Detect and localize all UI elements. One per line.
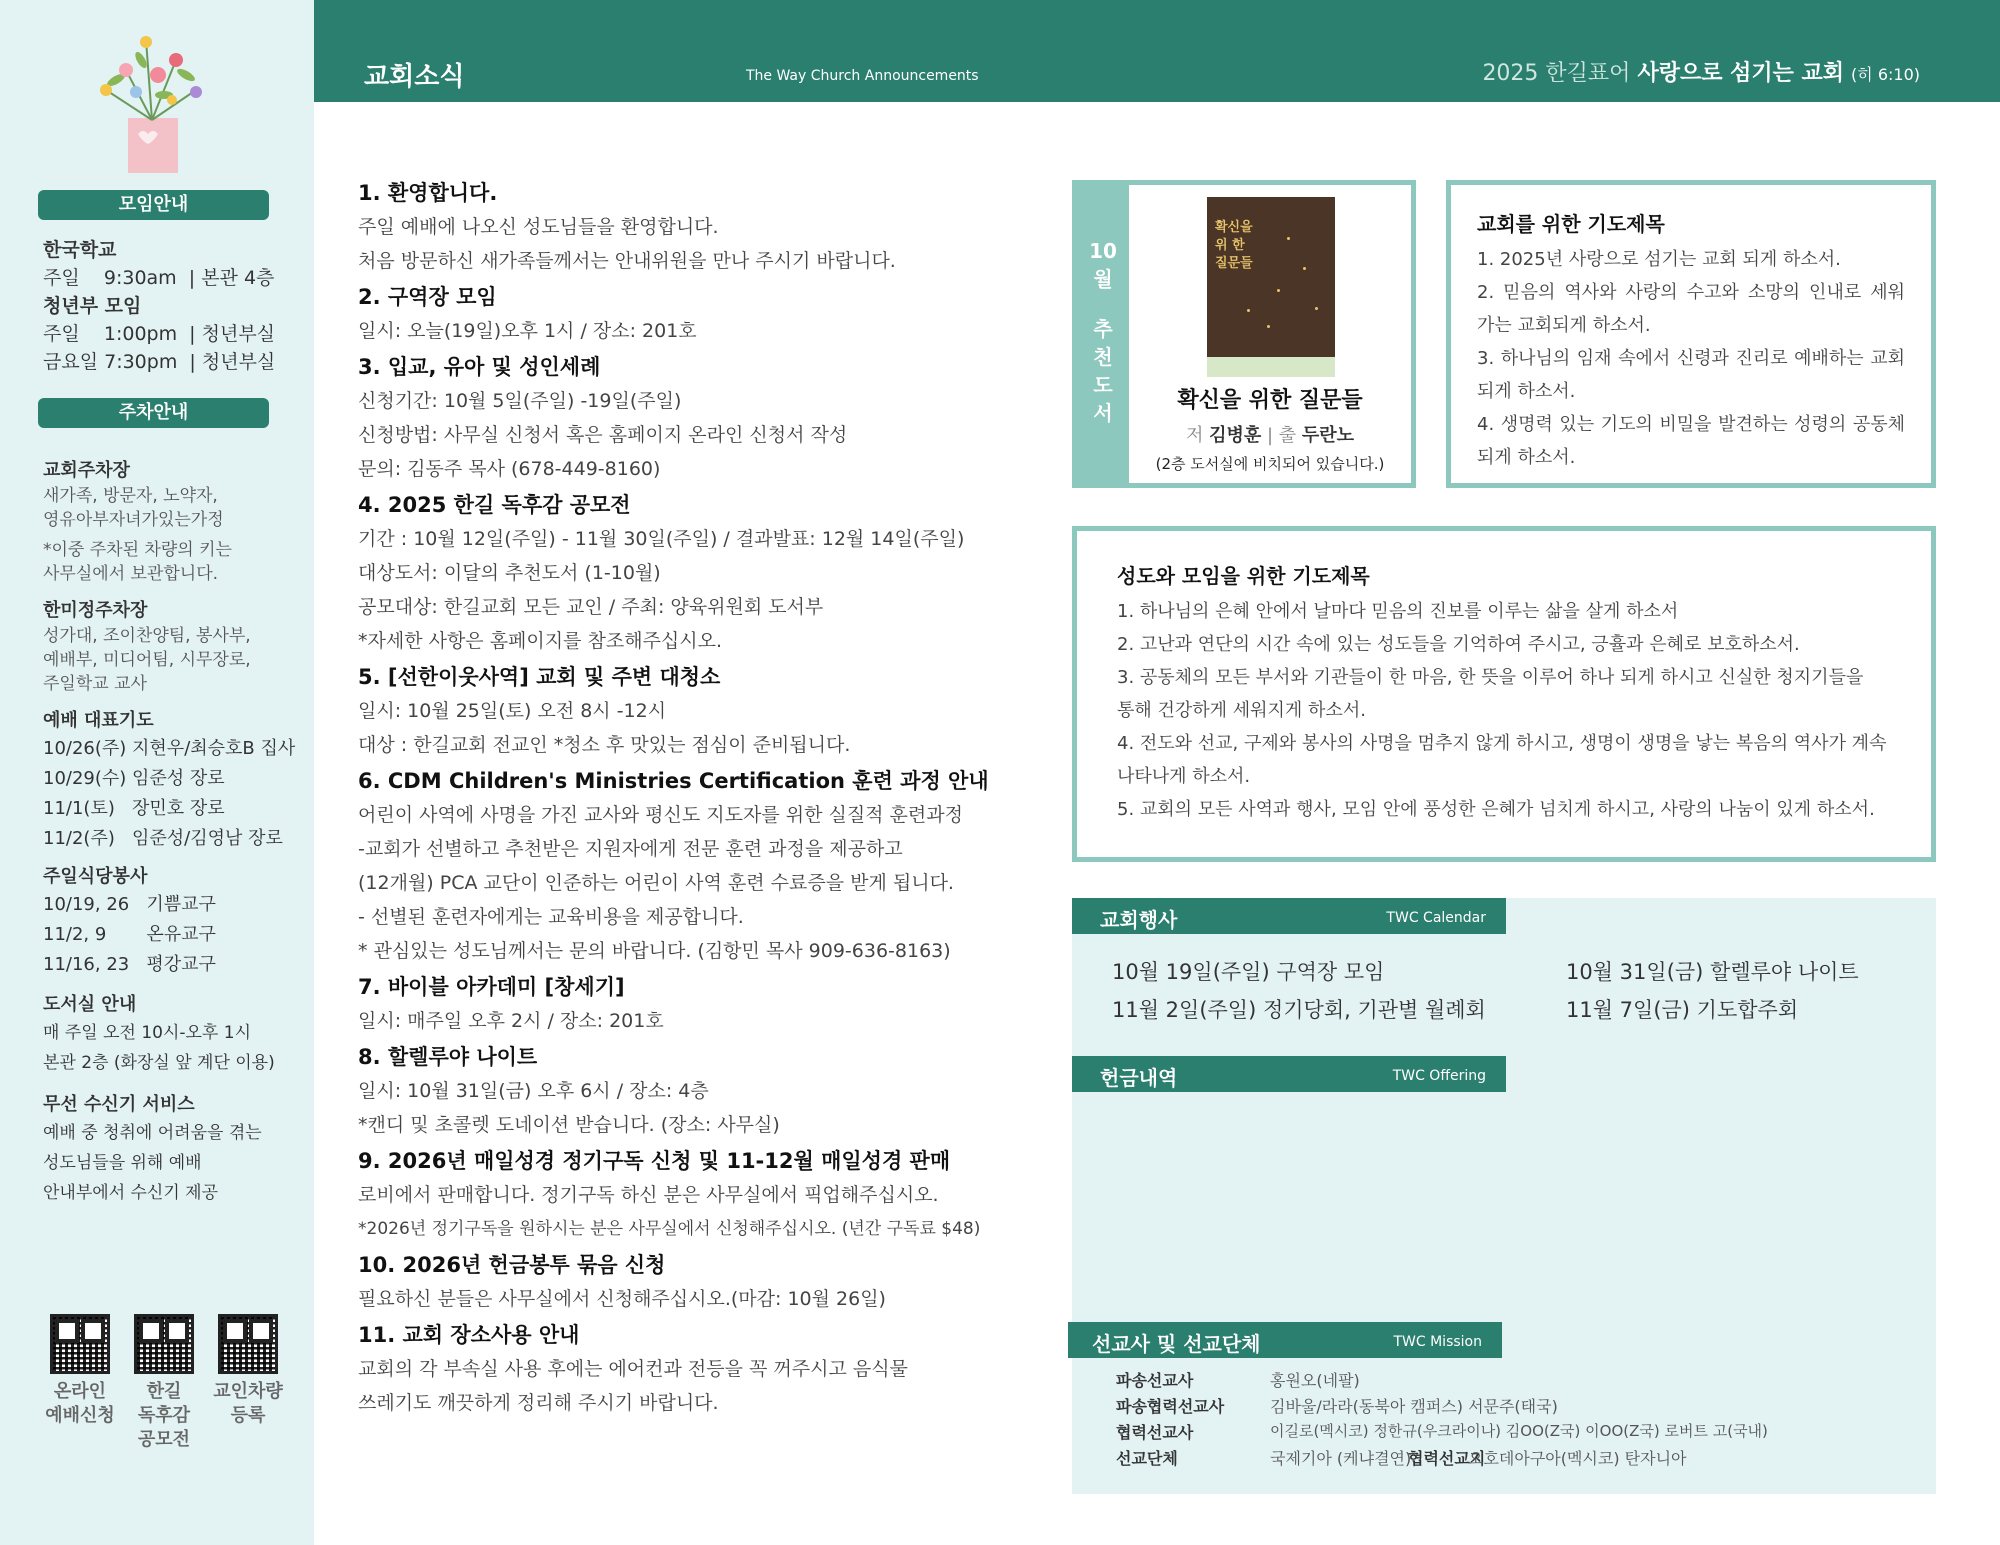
- mission-tab: [1068, 1322, 1502, 1358]
- motto-text: 사랑으로 섬기는 교회: [1637, 61, 1845, 86]
- announcement-line: *캔디 및 초콜렛 도네이션 받습니다. (장소: 사무실): [358, 1114, 780, 1136]
- meeting-info: [43, 236, 303, 376]
- cafeteria-row: 11/16, 23 평강교구: [43, 954, 216, 975]
- side-char: 추: [1093, 317, 1113, 341]
- announcement-line: 쓰레기도 깨끗하게 정리해 주시기 바랍니다.: [358, 1392, 719, 1414]
- prayer-item: 나타나게 하소서.: [1117, 766, 1251, 787]
- prayer-leader-row: 11/2(주) 임준성/김영남 장로: [43, 828, 283, 849]
- side-char: 천: [1093, 345, 1113, 369]
- page-title: 교회소식: [364, 62, 465, 92]
- author-name: 김병훈: [1209, 425, 1262, 446]
- qr-vehicle-registration[interactable]: [208, 1314, 288, 1428]
- calendar-subtitle: TWC Calendar: [1386, 910, 1486, 926]
- announcement-title: 9. 2026년 매일성경 정기구독 신청 및 11-12월 매일성경 판매: [358, 1149, 951, 1173]
- announcement-item: [358, 1248, 1038, 1316]
- announcement-item: [358, 970, 1038, 1038]
- church-prayer-box: [1446, 180, 1936, 488]
- book-cover-image: [1207, 197, 1335, 377]
- announcement-title: 4. 2025 한길 독후감 공모전: [358, 493, 631, 517]
- book-note: (2층 도서실에 비치되어 있습니다.): [1155, 455, 1385, 473]
- cover-star: [1303, 267, 1306, 270]
- announcement-item: [358, 176, 1038, 278]
- announcement-line: 일시: 10월 31일(금) 오후 6시 / 장소: 4층: [358, 1080, 709, 1102]
- korean-school-time: 주일 9:30am | 본관 4층: [43, 267, 275, 289]
- side-char: 서: [1093, 401, 1113, 425]
- prayer-item: 통해 건강하게 세워지게 하소서.: [1117, 700, 1366, 721]
- side-char: 10: [1089, 239, 1117, 263]
- mission-label: 협력선교지: [1408, 1449, 1486, 1468]
- qr-label: 독후감: [137, 1405, 191, 1426]
- mission-value: 국제기아 (케냐결연): [1270, 1449, 1412, 1468]
- announcement-item: [358, 764, 1038, 968]
- parking-info: [43, 452, 303, 1208]
- hanmi-lot-desc: 예배부, 미디어팀, 시무장로,: [43, 650, 251, 670]
- announcement-line: 공모대상: 한길교회 모든 교인 / 주최: 양육위원회 도서부: [358, 596, 824, 618]
- prayer-item: 5. 교회의 모든 사역과 행사, 모임 안에 풍성한 은혜가 넘치게 하시고, 사랑의 나눔이 있게 하소서.: [1117, 799, 1875, 820]
- announcement-line: 교회의 각 부속실 사용 후에는 에어컨과 전등을 꼭 꺼주시고 음식물: [358, 1358, 908, 1380]
- qr-online-worship[interactable]: [40, 1314, 120, 1428]
- cafeteria-title: 주일식당봉사: [43, 866, 148, 887]
- announcement-line: - 선별된 훈련자에게는 교육비용을 제공합니다.: [358, 906, 744, 928]
- announcement-line: 일시: 매주일 오후 2시 / 장소: 201호: [358, 1010, 664, 1032]
- announcement-line: 어린이 사역에 사명을 가진 교사와 평신도 지도자를 위한 실질적 훈련과정: [358, 804, 963, 826]
- saints-prayer-box: [1072, 526, 1936, 862]
- header-bar: [314, 0, 2000, 102]
- hanmi-lot-desc: 주일학교 교사: [43, 674, 147, 694]
- offering-tab: [1072, 1056, 1506, 1092]
- announcement-line: 신청기간: 10월 5일(주일) -19일(주일): [358, 390, 682, 412]
- announcement-title: 11. 교회 장소사용 안내: [358, 1323, 580, 1347]
- author-prefix: 저: [1185, 425, 1204, 446]
- cover-star: [1277, 289, 1280, 292]
- prayer-item: 2. 믿음의 역사와 사랑의 수고와 소망의 인내로 세워 가는 교회되게 하소서.: [1477, 282, 1905, 336]
- mission-row: [1116, 1446, 1916, 1472]
- prayer-item: 2. 고난과 연단의 시간 속에 있는 성도들을 기억하여 주시고, 긍휼과 은혜로 보호하소서.: [1117, 634, 1800, 655]
- qr-label: 한길: [146, 1381, 182, 1402]
- calendar-tab: [1072, 898, 1506, 934]
- announcement-line: 대상도서: 이달의 추천도서 (1-10월): [358, 562, 661, 584]
- announcement-item: [358, 280, 1038, 348]
- calendar-event: 10월 19일(주일) 구역장 모임: [1112, 960, 1385, 984]
- info-panel: [1072, 898, 1936, 1494]
- mission-value: 오호데아구아(멕시코) 탄자니아: [1468, 1449, 1687, 1468]
- mission-value: 홍원오(네팔): [1270, 1371, 1360, 1390]
- announcement-line: 대상 : 한길교회 전교인 *청소 후 맛있는 점심이 준비됩니다.: [358, 734, 851, 756]
- library-title: 도서실 안내: [43, 994, 137, 1015]
- youth-meeting-friday: 금요일 7:30pm | 청년부실: [43, 351, 276, 373]
- library-location: 본관 2층 (화장실 앞 계단 이용): [43, 1053, 275, 1073]
- prayer-item: 1. 2025년 사랑으로 섬기는 교회 되게 하소서.: [1477, 249, 1841, 270]
- mission-label: 파송선교사: [1116, 1371, 1194, 1390]
- book-author: [1129, 421, 1411, 447]
- cover-line: 확신을: [1215, 220, 1253, 235]
- qr-book-report[interactable]: [124, 1314, 204, 1452]
- church-lot-desc: 영유아부자녀가있는가정: [43, 510, 224, 530]
- calendar-event: 10월 31일(금) 할렐루야 나이트: [1566, 960, 1859, 984]
- offering-title: 헌금내역: [1100, 1066, 1178, 1090]
- mission-list: [1116, 1368, 1916, 1472]
- announcement-line: 신청방법: 사무실 신청서 혹은 홈페이지 온라인 신청서 작성: [358, 424, 848, 446]
- wireless-title: 무선 수신기 서비스: [43, 1094, 195, 1115]
- announcement-line: -교회가 선별하고 추천받은 지원자에게 전문 훈련 과정을 제공하고: [358, 838, 903, 860]
- wireless-desc: 예배 중 청취에 어려움을 겪는: [43, 1123, 262, 1143]
- announcement-line: 일시: 10월 25일(토) 오전 8시 -12시: [358, 700, 667, 722]
- prayer-item: 4. 전도와 선교, 구제와 봉사의 사명을 멈추지 않게 하시고, 생명이 생명을 낳는 복음의 역사가 계속: [1117, 733, 1887, 754]
- announcement-title: 2. 구역장 모임: [358, 285, 497, 309]
- flower-bouquet-illustration: [86, 30, 216, 175]
- church-lot-desc: 새가족, 방문자, 노약자,: [43, 486, 218, 506]
- cafeteria-row: 11/2, 9 온유교구: [43, 924, 216, 945]
- cafeteria-row: 10/19, 26 기쁨교구: [43, 894, 216, 915]
- qr-label: 등록: [230, 1405, 266, 1426]
- side-char: 월: [1093, 267, 1113, 291]
- qr-label: 온라인: [53, 1381, 107, 1402]
- announcement-title: 10. 2026년 헌금봉투 묶음 신청: [358, 1253, 666, 1277]
- announcement-line: 로비에서 판매합니다. 정기구독 하신 분은 사무실에서 픽업해주십시오.: [358, 1184, 939, 1206]
- library-hours: 매 주일 오전 10시-오후 1시: [43, 1023, 251, 1043]
- motto-verse: (히 6:10): [1851, 65, 1920, 84]
- motto-year: 2025 한길표어: [1482, 61, 1631, 86]
- korean-school-title: 한국학교: [43, 239, 117, 261]
- announcement-line: 일시: 오늘(19일)오후 1시 / 장소: 201호: [358, 320, 697, 342]
- qr-label: 공모전: [137, 1429, 191, 1450]
- calendar-event: 11월 2일(주일) 정기당회, 기관별 월례회: [1112, 998, 1486, 1022]
- qr-label: 교인차량: [213, 1381, 283, 1402]
- announcement-title: 5. [선한이웃사역] 교회 및 주변 대청소: [358, 665, 721, 689]
- book-cover-title: [1215, 219, 1253, 273]
- announcement-line: *2026년 정기구독을 원하시는 분은 사무실에서 신청해주십시오. (년간 구독료 $48): [358, 1219, 981, 1239]
- announcement-item: [358, 350, 1038, 486]
- book-title: 확신을 위한 질문들: [1177, 388, 1363, 413]
- church-lot-title: 교회주차장: [43, 460, 130, 481]
- wireless-desc: 안내부에서 수신기 제공: [43, 1183, 219, 1203]
- cover-line: 위 한: [1215, 238, 1245, 253]
- mission-row: [1116, 1420, 1916, 1446]
- cover-star: [1315, 307, 1318, 310]
- hanmi-lot-title: 한미정주차장: [43, 600, 148, 621]
- announcement-item: [358, 488, 1038, 658]
- book-side-label: [1077, 185, 1129, 483]
- announcement-title: 3. 입교, 유아 및 성인세례: [358, 355, 601, 379]
- mission-value: 이길로(멕시코) 정한규(우크라이나) 김OO(Z국) 이OO(Z국) 로버트 고(국내): [1270, 1422, 1768, 1440]
- announcement-item: [358, 660, 1038, 762]
- announcement-line: 처음 방문하신 새가족들께서는 안내위원을 만나 주시기 바랍니다.: [358, 250, 896, 272]
- publisher-prefix: | 출: [1266, 425, 1297, 446]
- qr-code-icon[interactable]: [50, 1314, 110, 1374]
- mission-label: 협력선교사: [1116, 1423, 1194, 1442]
- calendar-title: 교회행사: [1100, 908, 1178, 932]
- parking-info-pill: 주차안내: [38, 398, 269, 428]
- church-prayer-title: 교회를 위한 기도제목: [1477, 212, 1665, 236]
- prayer-leader-row: 10/29(수) 임준성 장로: [43, 768, 225, 789]
- publisher-name: 두란노: [1301, 425, 1355, 446]
- church-lot-note: 사무실에서 보관합니다.: [43, 564, 219, 584]
- prayer-item: 4. 생명력 있는 기도의 비밀을 발견하는 성령의 공동체 되게 하소서.: [1477, 414, 1905, 468]
- mission-label: 파송협력선교사: [1116, 1397, 1225, 1416]
- announcement-line: * 관심있는 성도님께서는 문의 바랍니다. (김항민 목사 909-636-8163): [358, 940, 951, 962]
- qr-code-icon[interactable]: [134, 1314, 194, 1374]
- prayer-item: 3. 하나님의 임재 속에서 신령과 진리로 예배하는 교회 되게 하소서.: [1477, 348, 1905, 402]
- hanmi-lot-desc: 성가대, 조이찬양팀, 봉사부,: [43, 626, 251, 646]
- sidebar: [0, 0, 314, 1545]
- offering-subtitle: TWC Offering: [1392, 1068, 1486, 1084]
- side-char: 도: [1093, 373, 1113, 397]
- page-subtitle: The Way Church Announcements: [746, 68, 979, 84]
- prayer-item: 1. 하나님의 은혜 안에서 날마다 믿음의 진보를 이루는 삶을 살게 하소서: [1117, 601, 1679, 622]
- announcement-title: 7. 바이블 아카데미 [창세기]: [358, 975, 625, 999]
- cover-star: [1247, 309, 1250, 312]
- announcement-line: (12개월) PCA 교단이 인준하는 어린이 사역 훈련 수료증을 받게 됩니다.: [358, 872, 954, 894]
- qr-codes: [40, 1314, 300, 1464]
- announcements: [358, 176, 1038, 1422]
- announcement-title: 6. CDM Children's Ministries Certification 훈련 과정 안내: [358, 769, 989, 793]
- announcement-line: *자세한 사항은 홈페이지를 참조해주십시오.: [358, 630, 723, 652]
- announcement-line: 기간 : 10월 12일(주일) - 11월 30일(주일) / 결과발표: 12월 14일(주일): [358, 528, 965, 550]
- calendar-event: 11월 7일(금) 기도합주회: [1566, 998, 1799, 1022]
- mission-title: 선교사 및 선교단체: [1092, 1332, 1261, 1356]
- wireless-desc: 성도님들을 위해 예배: [43, 1153, 202, 1173]
- mission-row: [1116, 1368, 1916, 1394]
- announcement-title: 1. 환영합니다.: [358, 181, 498, 205]
- announcement-item: [358, 1040, 1038, 1142]
- cover-star: [1287, 237, 1290, 240]
- mission-row: [1116, 1394, 1916, 1420]
- saints-prayer-title: 성도와 모임을 위한 기도제목: [1117, 564, 1370, 588]
- mission-value: 김바울/라라(동북아 캠퍼스) 서문주(태국): [1270, 1397, 1558, 1416]
- youth-meeting-sunday: 주일 1:00pm | 청년부실: [43, 323, 276, 345]
- qr-label: 예배신청: [45, 1405, 115, 1426]
- mission-subtitle: TWC Mission: [1393, 1334, 1482, 1350]
- announcement-line: 필요하신 분들은 사무실에서 신청해주십시오.(마감: 10월 26일): [358, 1288, 886, 1310]
- recommended-book-box: [1072, 180, 1416, 488]
- prayer-leader-row: 11/1(토) 장민호 장로: [43, 798, 225, 819]
- prayer-item: 3. 공동체의 모든 부서와 기관들이 한 마음, 한 뜻을 이루어 하나 되게 하시고 신실한 청지기들을: [1117, 667, 1864, 688]
- cover-star: [1267, 325, 1270, 328]
- cover-line: 질문들: [1215, 256, 1253, 271]
- prayer-leaders-title: 예배 대표기도: [43, 710, 154, 731]
- meeting-info-pill: 모임안내: [38, 190, 269, 220]
- church-motto: [1482, 56, 1920, 87]
- youth-meeting-title: 청년부 모임: [43, 295, 142, 317]
- announcement-item: [358, 1318, 1038, 1420]
- announcement-title: 8. 할렐루야 나이트: [358, 1045, 538, 1069]
- qr-code-icon[interactable]: [218, 1314, 278, 1374]
- mission-label: 선교단체: [1116, 1449, 1178, 1468]
- announcement-line: 주일 예배에 나오신 성도님들을 환영합니다.: [358, 216, 719, 238]
- prayer-leader-row: 10/26(주) 지현우/최승호B 집사: [43, 738, 296, 759]
- church-lot-note: *이중 주차된 차량의 키는: [43, 540, 232, 560]
- announcement-line: 문의: 김동주 목사 (678-449-8160): [358, 458, 661, 480]
- announcement-item: [358, 1144, 1038, 1246]
